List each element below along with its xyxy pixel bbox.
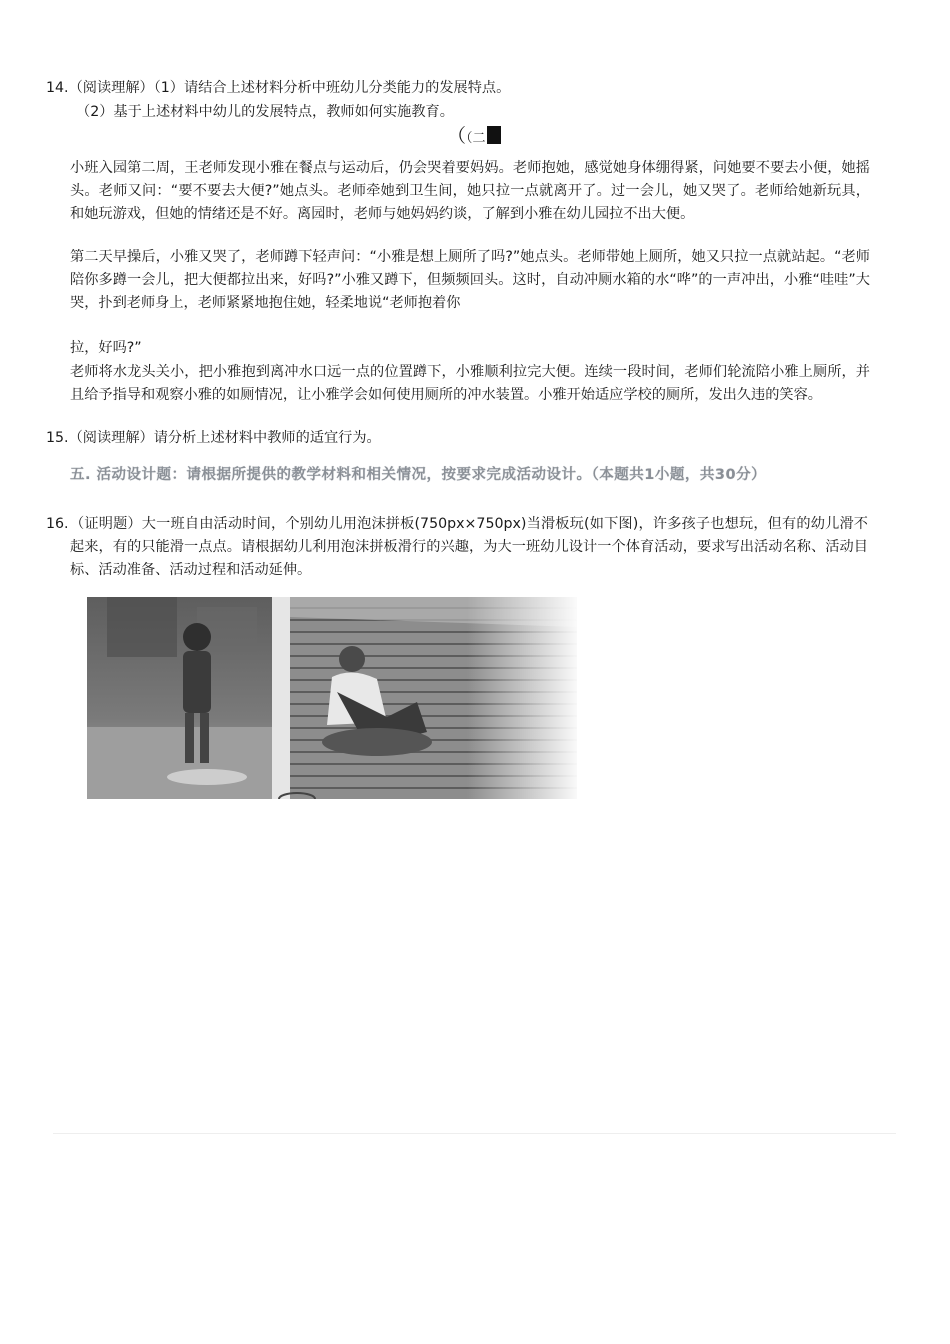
question-15: 15.（阅读理解）请分析上述材料中教师的适宜行为。 — [46, 430, 381, 446]
section-marker-paren: （ — [447, 125, 467, 147]
passage-paragraph-2: 第二天早操后，小雅又哭了，老师蹲下轻声问：“小雅是想上厕所了吗?”她点头。老师带她上厕所，她又只拉一点就站起。“老师陪你多蹲一会儿，把大便都拉出来，好吗?”小雅又蹲下，但频频回头。这时，自动冲厕水箱的水“哗”的一声冲出，小雅“哇哇”大哭，扑到老师身上，老师紧紧地抱住她，轻柔地说“老师抱着你 — [70, 249, 870, 311]
question-14-part-2: （2）基于上述材料中幼儿的发展特点，教师如何实施教育。 — [76, 104, 454, 120]
question-16-text: （证明题）大一班自由活动时间，个别幼儿用泡沫拼板(750px×750px)当滑板玩(如下图)，许多孩子也想玩，但有的幼儿滑不起来，有的只能滑一点点。请根据幼儿利用泡沫拼板滑行的兴趣，为大一班幼儿设计一个体育活动，要求写出活动名称、活动目标、活动准备、活动过程和活动延伸。 — [70, 516, 868, 578]
page-divider — [53, 1133, 896, 1134]
question-14-part-1: 14.（阅读理解）（1）请结合上述材料分析中班幼儿分类能力的发展特点。 — [46, 80, 511, 96]
passage-paragraph-2-continued: 拉，好吗?” — [70, 340, 142, 356]
section-5-heading: 五. 活动设计题：请根据所提供的教学材料和相关情况，按要求完成活动设计。（本题共1小题，共30分） — [70, 467, 767, 483]
section-marker — [447, 124, 501, 151]
passage-paragraph-3: 老师将水龙头关小，把小雅抱到离冲水口远一点的位置蹲下，小雅顺利拉完大便。连续一段时间，老师们轮流陪小雅上厕所，并且给予指导和观察小雅的如厕情况，让小雅学会如何使用厕所的冲水装置。小雅开始适应学校的厕所，发出久违的笑容。 — [70, 364, 870, 403]
question-16-number: 16. — [46, 516, 69, 532]
passage-paragraph-1: 小班入园第二周，王老师发现小雅在餐点与运动后，仍会哭着要妈妈。老师抱她，感觉她身体绷得紧，问她要不要去小便，她摇头。老师又问：“要不要去大便?”她点头。老师牵她到卫生间，她只拉一点就离开了。过一会儿，她又哭了。老师给她新玩具，和她玩游戏，但她的情绪还是不好。离园时，老师与她妈妈约谈，了解到小雅在幼儿园拉不出大便。 — [70, 160, 870, 222]
redaction-block — [487, 126, 501, 144]
question-16 — [46, 513, 868, 582]
section-marker-text: （二 — [466, 131, 486, 146]
photo-illustration — [87, 597, 577, 799]
children-foam-board-photo — [87, 597, 577, 799]
